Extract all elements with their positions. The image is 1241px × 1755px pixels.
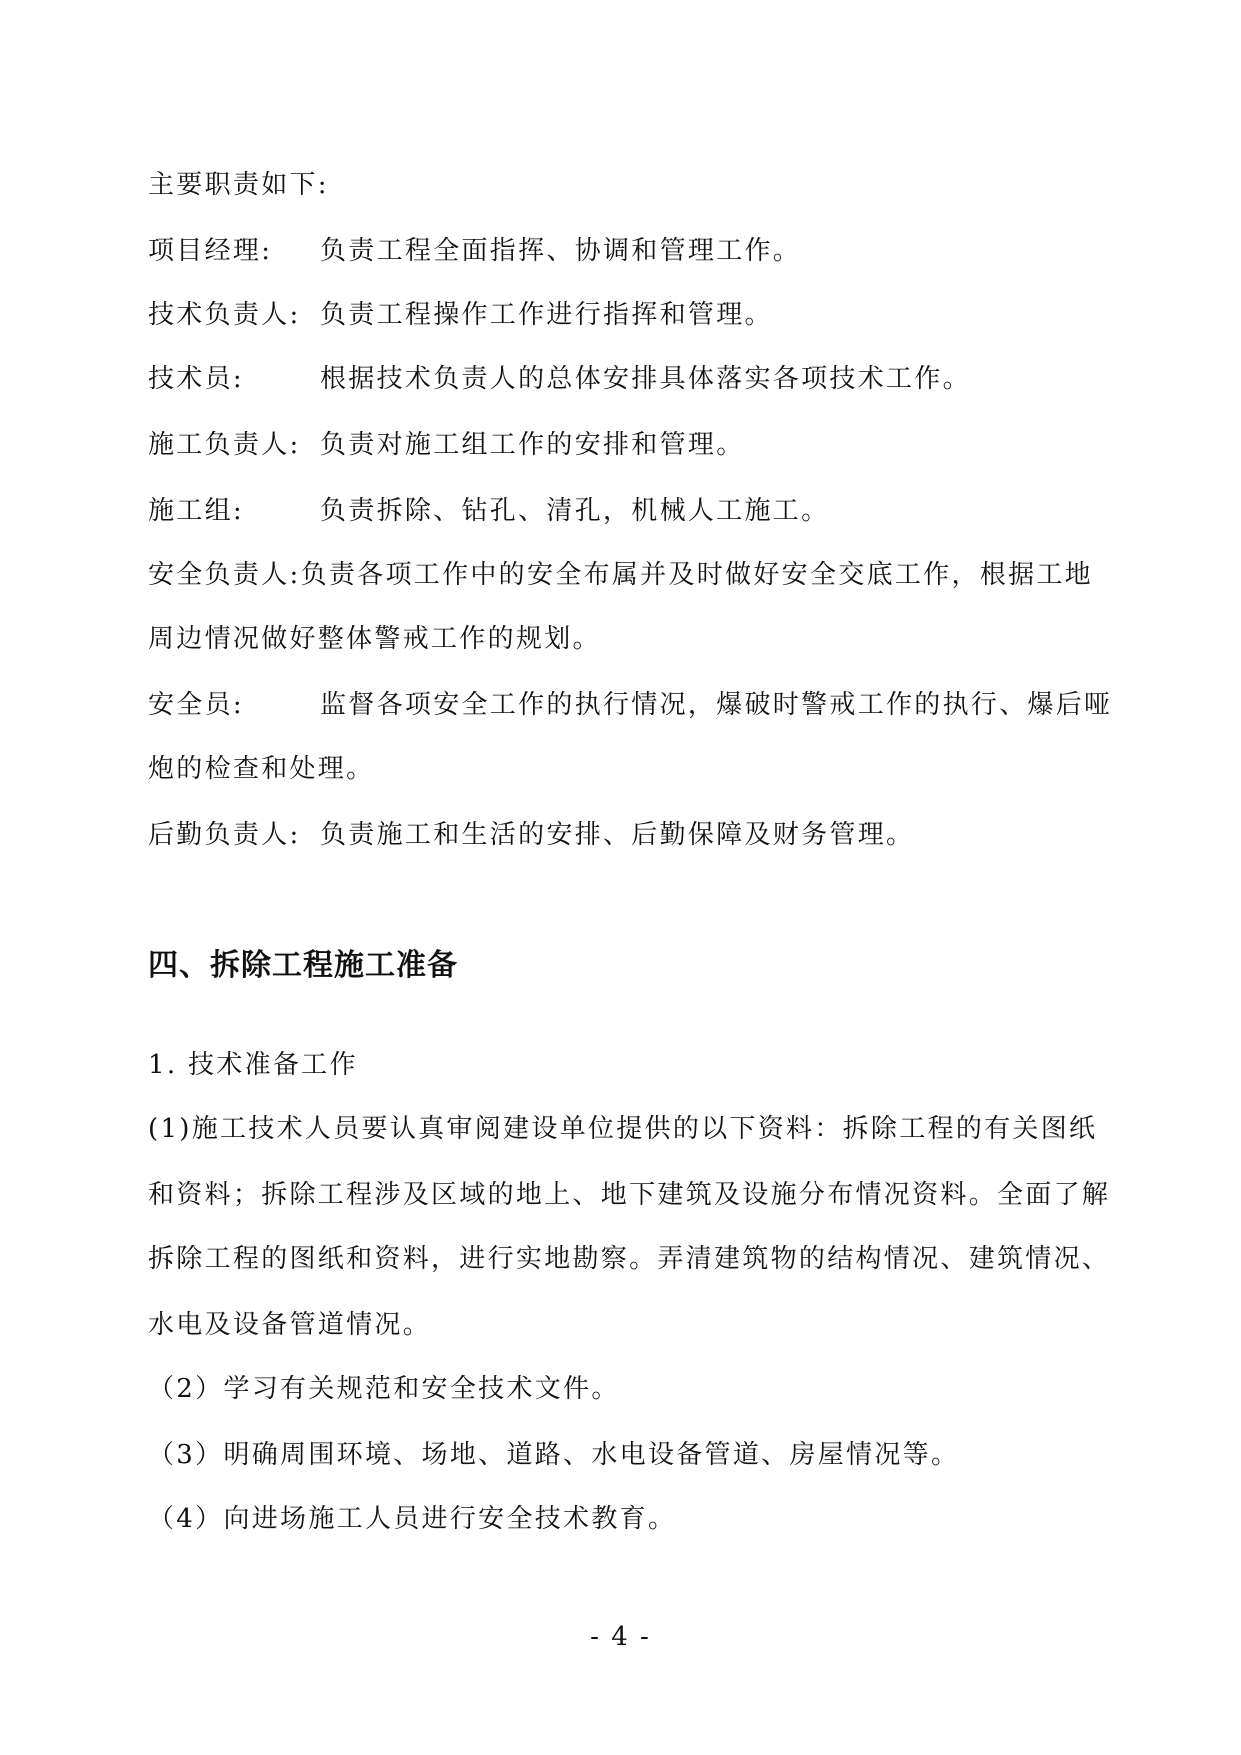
duty-role: 施工负责人: — [148, 430, 301, 460]
duty-desc: 负责工程操作工作进行指挥和管理。 — [320, 300, 773, 330]
duty-safety-officer — [148, 688, 1112, 722]
duty-desc: 负责施工和生活的安排、后勤保障及财务管理。 — [320, 820, 915, 850]
item1-line-3: 拆除工程的图纸和资料，进行实地勘察。弄清建筑物的结构情况、建筑情况、 — [148, 1244, 1111, 1274]
duty-construction-lead — [148, 428, 745, 462]
duty-role: 施工组: — [148, 496, 244, 526]
duty-logistics-lead — [148, 818, 914, 852]
item1-line-4: 水电及设备管道情况。 — [148, 1310, 432, 1340]
duty-desc: 负责对施工组工作的安排和管理。 — [320, 430, 745, 460]
duty-desc: 负责拆除、钻孔、清孔，机械人工施工。 — [320, 496, 830, 526]
duty-role: 技术负责人: — [148, 300, 301, 330]
duty-desc: 负责工程全面指挥、协调和管理工作。 — [320, 236, 802, 266]
duty-safety-officer-cont: 炮的检查和处理。 — [148, 754, 375, 784]
duty-technician — [148, 362, 971, 396]
duty-desc: 监督各项安全工作的执行情况，爆破时警戒工作的执行、爆后哑 — [320, 690, 1113, 720]
item2-text: （2）学习有关规范和安全技术文件。 — [148, 1374, 620, 1404]
duty-role: 技术员: — [148, 364, 244, 394]
duty-desc: 负责各项工作中的安全布属并及时做好安全交底工作，根据工地 — [300, 560, 1093, 590]
duty-project-manager — [148, 234, 801, 268]
duty-role: 后勤负责人: — [148, 820, 301, 850]
item3-text: （3）明确周围环境、场地、道路、水电设备管道、房屋情况等。 — [148, 1440, 960, 1470]
item4-text: （4）向进场施工人员进行安全技术教育。 — [148, 1504, 677, 1534]
duty-role: 项目经理: — [148, 236, 273, 266]
duty-construction-team — [148, 494, 829, 528]
duty-safety-lead-cont: 周边情况做好整体警戒工作的规划。 — [148, 624, 601, 654]
item1-line-1: (1)施工技术人员要认真审阅建设单位提供的以下资料：拆除工程的有关图纸 — [148, 1114, 1098, 1144]
page-number: - 4 - — [590, 1622, 651, 1652]
duty-desc: 根据技术负责人的总体安排具体落实各项技术工作。 — [320, 364, 971, 394]
section-heading: 四、拆除工程施工准备 — [148, 948, 458, 983]
duty-safety-lead — [148, 558, 1093, 592]
item1-line-2: 和资料；拆除工程涉及区域的地上、地下建筑及设施分布情况资料。全面了解 — [148, 1180, 1111, 1210]
duty-tech-lead — [148, 298, 773, 332]
duty-role: 安全负责人: — [148, 560, 301, 590]
duty-role: 安全员: — [148, 690, 244, 720]
intro-text: 主要职责如下: — [148, 170, 329, 200]
subsection-title: 1. 技术准备工作 — [148, 1050, 358, 1080]
